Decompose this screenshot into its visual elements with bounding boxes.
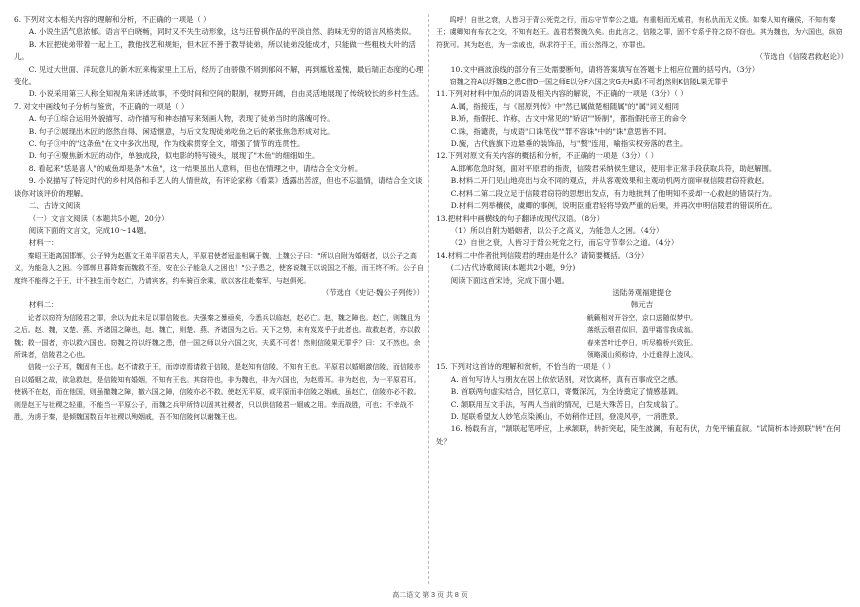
left-column-paragraph: 阅读下面的文言文，完成10～14题。 (28, 225, 152, 235)
left-column-paragraph: 9. 小说描写了特定时代的乡村风俗和手艺人的人情世故，有评论家称《看菜》透露出苦涩，但也不忘温情，请结合全文谈谈你对该评价的理解。 (14, 176, 423, 198)
left-column-paragraph: C. 句子③中的"这条鱼"在文中多次出现，作为线索贯穿全文，增强了情节的连贯性。 (28, 139, 305, 149)
left-column-paragraph: A. 句子①综合运用外貌描写、动作描写和神态描写来刻画人物，表现了徒弟当时的落魄可怜。 (28, 114, 335, 124)
left-column-paragraph: 7. 对文中画线句子分析与鉴赏，不正确的一项是（ ） (14, 101, 189, 111)
page-footer: 高二语文 第 3 页 共 8 页 (392, 592, 468, 599)
right-column-paragraph: 落纸云烟君似旧，盈甲霜雪我成翁。 (586, 326, 698, 335)
right-column-paragraph: （1）所以自附为婚姻者，以公子之高义，为能急人之困。（4分） (450, 225, 664, 235)
left-column-paragraph: C. 见过大世面、洋玩意儿的新木匠来梅家里上工后，经历了由骄傲不屑到郁闷不解，再到尴尬羞愧，最后瑞正态度的心理变化。 (14, 64, 424, 87)
right-column-paragraph: 春来苦叶迁亭日，听尽檐桥兴致狂。 (586, 338, 698, 347)
right-column-paragraph: D.旒，古代旌旗下边悬垂的装饰品，与"赘"连用，喻指实权旁落的君主。 (450, 139, 688, 149)
right-column-paragraph: 11.下列对材料中加点的词语及相关内容的解说，不正确的一项是（3分）（ ） (436, 89, 688, 99)
left-column-paragraph: 二、古诗文阅读 (28, 201, 81, 211)
left-column-paragraph: B. 句子②展现出木匠的悠然自得、闲适惬意，与后文发现徒弟吃鱼之后的紧张焦急形成对比。 (28, 126, 335, 136)
right-column-paragraph: C. 颔联用互文手法，写两人当前的情况，已是大殊苦日，白发成翁了。 (450, 399, 683, 409)
right-column-paragraph: C.诛，指谴责，与成语"口诛笔伐""罪不容诛"中的"诛"意思皆不同。 (450, 126, 672, 136)
right-column-paragraph: A.属，指接连，与《屈原列传》中"然已属做楚相随属"的"属"词义相同 (450, 101, 680, 111)
left-column-paragraph: 材料二： (28, 300, 59, 310)
right-column-paragraph: 10.文中画波浪线的部分有三处需要断句，请将答案填写在答题卡上相应位置的括号内。（3分） (450, 64, 760, 74)
right-column-paragraph: （节选自《信陵君救赵论》） (755, 52, 848, 62)
right-column-paragraph: A. 首句写诗人与朋友在居上依依话别，对饮离杯，真有百事成空之感。 (450, 374, 683, 384)
left-column-paragraph: （节选自《史记·魏公子列传》） (321, 287, 424, 297)
right-column-paragraph: B. 首联两句虚实结合，回忆京口，寄慨深沉，为全诗奠定了情感基调。 (450, 387, 683, 397)
right-column-paragraph: C.材料二第二段立足于信陵君窃符的思想出发点，有力地批判了他明知不妥却一心救赵的错误行为。 (450, 188, 777, 198)
left-column-paragraph: （一）文言文阅读（本题共5小题，20分） (28, 213, 169, 223)
right-column-paragraph: 送陆务观福建提仓 (612, 287, 672, 297)
right-column-paragraph: 12.下列对原文有关内容的概括和分析，不正确的一项是（3分）（ ） (436, 151, 659, 161)
right-column-paragraph: 领略溪山须称诗，小迁谁得上凌风。 (586, 350, 698, 359)
right-column-paragraph: B.矫，指假托、诈称，古文中常见的"矫诏""矫制"，都指假托帝王的命令 (450, 114, 687, 124)
left-column-paragraph: B. 木匠把徒弟带着一起上工，教他找艺和规矩，但木匠不善于教导徒弟，所以徒弟没能成才，只能做一些粗枝大叶的活儿。 (14, 39, 416, 62)
left-column-paragraph: 6. 下列对文本相关内容的理解和分析，不正确的一项是（ ） (14, 15, 211, 24)
right-column-paragraph: (二)古代诗歌阅读(本题共2小题，9分) (450, 263, 576, 273)
left-column-paragraph: D. 小说采用第三人称全知视角来讲述故事，不受时间和空间的限制，视野开阔，自由灵活地展现了传统较长的乡村生活。 (28, 89, 424, 99)
right-column-paragraph: D.材料二列举穰侯，虞卿的事例，说明臣重君轻将导致严重的后果，并再次申明信陵君的错误所在。 (450, 201, 777, 211)
column-divider (428, 14, 429, 584)
right-column-paragraph: 阅读下面这首宋诗，完成下面小题。 (450, 275, 570, 285)
left-column-paragraph: A. 小说生活气息浓郁。语言平白晓畅，同时又不失生动形象，这与汪曾祺作品的平淡自然、韵味无穷的语言风格类似。 (28, 27, 416, 37)
right-column-paragraph: A.邯郸危急时刻，面对平原君的指责，信陵君采纳侯生建议，使用非正常手段获取兵符，助赵解围。 (450, 163, 777, 173)
right-column-paragraph: 呜呼！自世之衰，人皆习于背公死党之行，而忘守节奉公之道。有重相而无威君，有私仇而无义愤。如秦人知有穰侯，不知有秦王；虞卿知有布衣之交，不知有赵王。盖君若赘旒久矣。由此言之，信陵之罪，固不专系乎符之窃不窃也。其为魏也，为六国也，纵窃符犹可。其为赵也，为一亲戚也，纵求符于王，而公然得之，亦罪也。 (436, 16, 843, 49)
right-column-paragraph: 13.把材料中画横线的句子翻译成现代汉语。（8分） (436, 213, 604, 223)
right-column-paragraph: 15. 下列对这首诗的理解和赏析，不恰当的一项是（ ） (436, 362, 616, 372)
left-column-paragraph: 秦昭王逝离国邯郸，公子钟为赵惠文王弟平原君夫人，平原君使者冠盖相属于魏，上魏公子曰："所以自附为婚姻者，以公子之高义，为能急人之困。今邯郸旦暮降秦而魏救不至，安在公子能急人之困也！"公子患之，使客说魏王以说国之不能，而王终不听。公子自度终不能得之于王，计不独生而令赵亡，乃请宾客，约车骑百余乘，欲以客往赴秦军，与赵俱死。 (14, 251, 424, 285)
right-column-paragraph: B.材料二开门见山地亮出与众不同的观点，并从客观效果和主观动机两方面审视信陵君窃符救赵。 (450, 176, 769, 186)
right-column (436, 14, 848, 448)
right-column-paragraph: （2）自世之衰，人皆习于背公死党之行，而忘守节奉公之道。（4分） (450, 238, 679, 248)
left-column-paragraph: D. 句子④聚焦新木匠的动作，单独成段，似电影的特写镜头，展现了"木鱼"的细细如生。 (28, 151, 320, 161)
left-column-paragraph: 8. 看起来"恁是喜人"的咸鱼却是条"木鱼"，这一结果虽出人意料，但也在情理之中，请结合全文分析。 (28, 163, 363, 173)
right-column-paragraph: 韩元吉 (630, 300, 654, 310)
left-column-paragraph: 材料一： (28, 238, 59, 248)
right-column-paragraph: 14.材料二中作者批判信陵君的理由是什么？请简要概括。（3分） (436, 250, 649, 260)
left-column-paragraph: 信陵一公子耳，魏固有王也。赵不请救于王，而谆谆焉请救于信陵，是赵知有信陵，不知有王也。平原君以婚姻激信陵，而信陵亦自以婚姻之故，欲急救赵，是信陵知有婚姻，不知有王也。其窃符也，非为魏也，非为六国也，为赵焉耳。非为赵也，为一平原君耳。使祸不在赵，而在他国，则虽撤魏之障，撤六国之障，信陵亦必不救。使赵无平原，或平原而非信陵之姻戚，虽赵亡，信陵亦必不救。则是赵王与社稷之轻重，不能当一平原公子，而魏之兵甲所恃以固其社稷者，只以供信陵君一姻戚之用。幸而战胜，可也；不幸战不胜，为虏于秦，是倾魏国数百年社稷以殉姻戚，吾不知信陵何以谢魏王也。 (14, 363, 421, 421)
right-column-paragraph: 16. 杨载有言，"颔联起笔呼应，上承颔联，转折突起，陡生波澜，有起有伏，力免平铺直叙。"试简析本诗颈联"转"在何处？ (436, 424, 841, 446)
right-column-paragraph: D. 尾联希望友人妙笔点染溪山，不妨稍作迁回，登凌风亭，一消胜景。 (450, 412, 683, 421)
left-column-paragraph: 论者以窃符为信陵君之罪，余以为此未足以罪信陵也。夫强秦之暴亟矣，今悉兵以临赵，赵必亡。赵，魏之障也。赵亡，则魏且为之后。赵、魏，又楚、燕、齐诸国之障也，赵、魏亡，则楚、燕、齐诸国为之后。天下之势，未有岌岌乎于此者也。故救赵者，亦以救魏；救一国者，亦以救六国也。窃魏之符以纾魏之患，借一国之师以分六国之灾，夫奚不可者！然则信陵果无罪乎？曰：又不然也。余所诛者，信陵君之心也。 (14, 313, 421, 359)
left-column (14, 14, 424, 423)
right-column-paragraph: 觥籁相对开谷空，京口送随似梦中。 (586, 313, 698, 322)
right-column-paragraph: 窃魏之符A以纾魏B之患C借D一国之师E以分F六国之灾G夫H奚I不可者J然则K信陵L果无罪乎 (449, 78, 729, 87)
